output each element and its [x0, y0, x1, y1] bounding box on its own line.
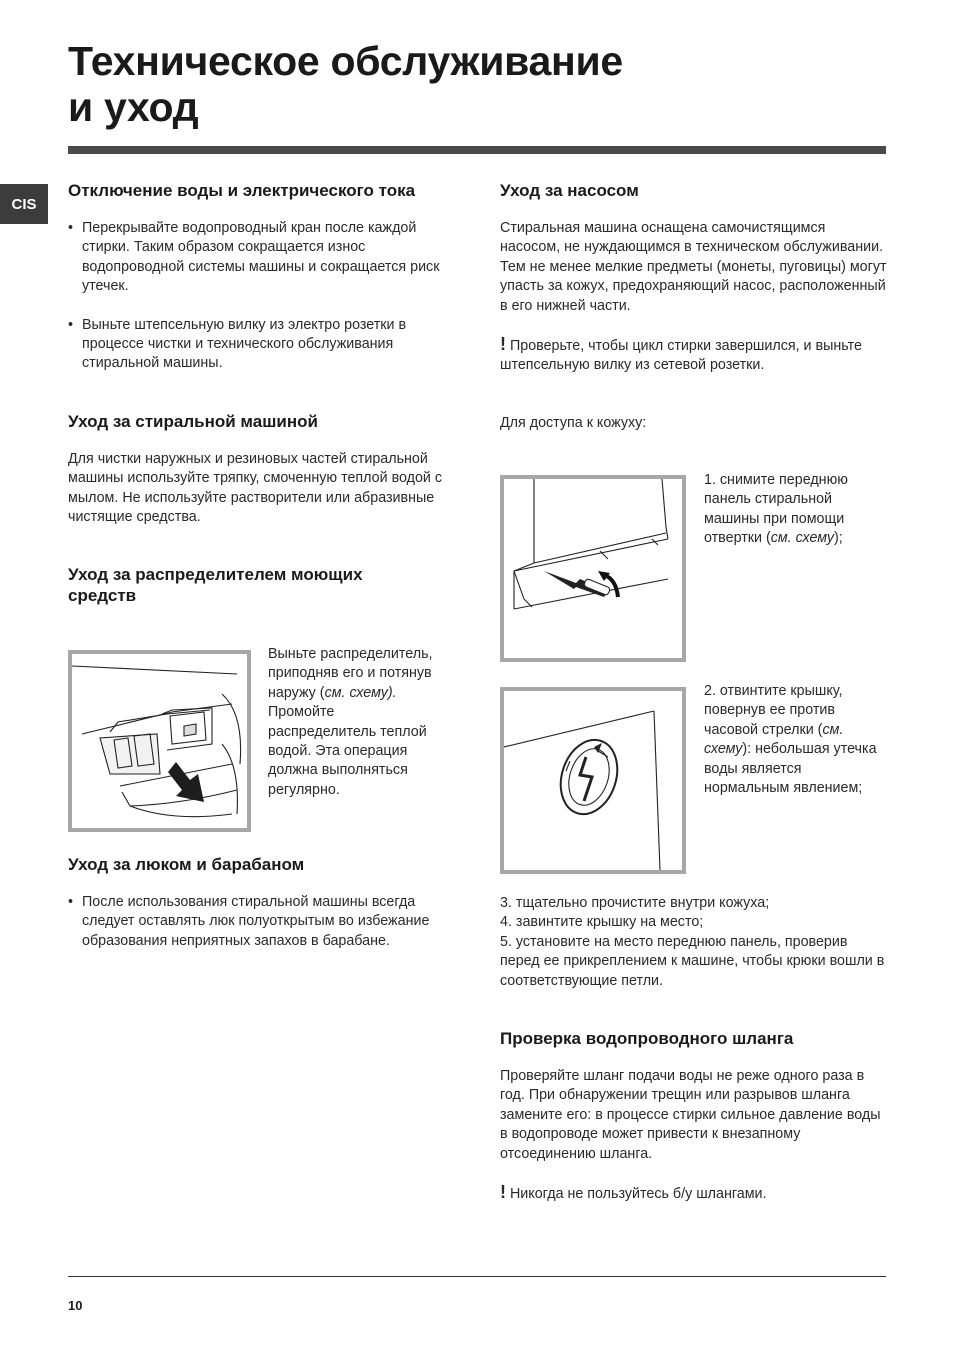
list-item: • Перекрывайте водопроводный кран после каждой стирки. Таким образом сокращается износ водопроводной системы машины и сокращается риск утечек.: [68, 219, 443, 297]
footer-rule: [68, 1276, 886, 1277]
section-heading-shutoff: Отключение воды и электрического тока: [68, 181, 416, 200]
pump-care-text: Стиральная машина оснащена самочистящимся насосом, не нуждающимся в техническом обслуживании. Тем не менее мелкие предметы (монеты, пуговицы) могут упасть за кожух, предохраняющий насос, расположенный в его нижней части.: [500, 220, 887, 314]
pump-cover-illustration: [504, 691, 682, 870]
warning-text: Никогда не пользуйтесь б/у шлангами.: [506, 1186, 767, 1203]
front-panel-illustration: [504, 479, 682, 658]
machine-care-text: Для чистки наружных и резиновых частей стиральной машины используйте тряпку, смоченную теплой водой с мылом. Не используйте растворители или абразивные чистящие средства.: [68, 450, 443, 526]
caption-ref: см. схему).: [324, 684, 397, 701]
step-4: 4. завинтите крышку на место;: [500, 914, 704, 931]
caption-ref: см. схему: [770, 530, 835, 547]
shutoff-list: [68, 219, 443, 374]
list-item: • После использования стиральной машины всегда следует оставлять люк полуоткрытым во избежание образования неприятных запахов в барабане.: [68, 893, 443, 951]
warning-icon: !: [500, 334, 506, 355]
caption-text: 1. снимите переднюю панель стиральной машины при помощи отвертки (: [704, 472, 849, 547]
right-column: [500, 180, 888, 433]
caption-ref: см. схему: [704, 721, 844, 758]
front-panel-figure: [500, 475, 686, 662]
access-label: Для доступа к кожуху:: [500, 414, 647, 431]
dispenser-figure: [68, 650, 251, 832]
pump-warning: [500, 335, 888, 376]
section-heading-pump-care: Уход за насосом: [500, 181, 639, 200]
left-column-bottom: [68, 854, 443, 951]
dispenser-illustration: [72, 654, 247, 828]
left-column: [68, 180, 443, 606]
caption-text: Промойте распределитель теплой водой. Эта операция должна выполняться регулярно.: [268, 704, 427, 798]
dispenser-caption: [268, 645, 446, 800]
caption-text: );: [834, 530, 843, 547]
page-title-line1: Техническое обслуживание: [68, 38, 623, 84]
right-column-bottom: [500, 894, 888, 1204]
pump-cover-figure: [500, 687, 686, 874]
caption-text: Выньте распределитель, приподняв его и потянув наружу (: [268, 646, 433, 701]
section-heading-door-drum: Уход за люком и барабаном: [68, 855, 305, 874]
hose-warning: [500, 1183, 888, 1204]
caption-text: ): небольшая утечка воды является нормальным явлением;: [704, 741, 877, 797]
step2-caption: [704, 682, 879, 798]
list-item: • Выньте штепсельную вилку из электро розетки в процессе чистки и технического обслуживания стиральной машины.: [68, 316, 443, 374]
door-drum-list: [68, 893, 443, 951]
page-title: [68, 38, 623, 130]
language-tab: CIS: [0, 184, 48, 224]
section-heading-machine-care: Уход за стиральной машиной: [68, 411, 318, 431]
warning-text: Проверьте, чтобы цикл стирки завершился, и выньте штепсельную вилку из сетевой розетки.: [500, 338, 862, 374]
page-title-line2: и уход: [68, 84, 199, 130]
step-3: 3. тщательно прочистите внутри кожуха;: [500, 895, 770, 911]
step-5: 5. установите на место переднюю панель, проверив перед ее прикреплением к машине, чтобы крюки вошли в соответствующие петли.: [500, 933, 885, 989]
section-heading-hose-check: Проверка водопроводного шланга: [500, 1029, 794, 1049]
title-rule: [68, 146, 886, 154]
section-heading-dispenser-care: Уход за распределителем моющих средств: [68, 565, 363, 606]
warning-icon: !: [500, 1182, 506, 1203]
caption-text: 2. отвинтите крышку, повернув ее против часовой стрелки (: [704, 683, 843, 738]
hose-check-text: Проверяйте шланг подачи воды не реже одного раза в год. При обнаружении трещин или разрывов шланга замените его: в процессе стирки сильное давление воды в водопроводе может привести к внезапному отсоединению шланга.: [500, 1068, 881, 1162]
step1-caption: [704, 471, 874, 549]
page-number: 10: [68, 1298, 83, 1313]
